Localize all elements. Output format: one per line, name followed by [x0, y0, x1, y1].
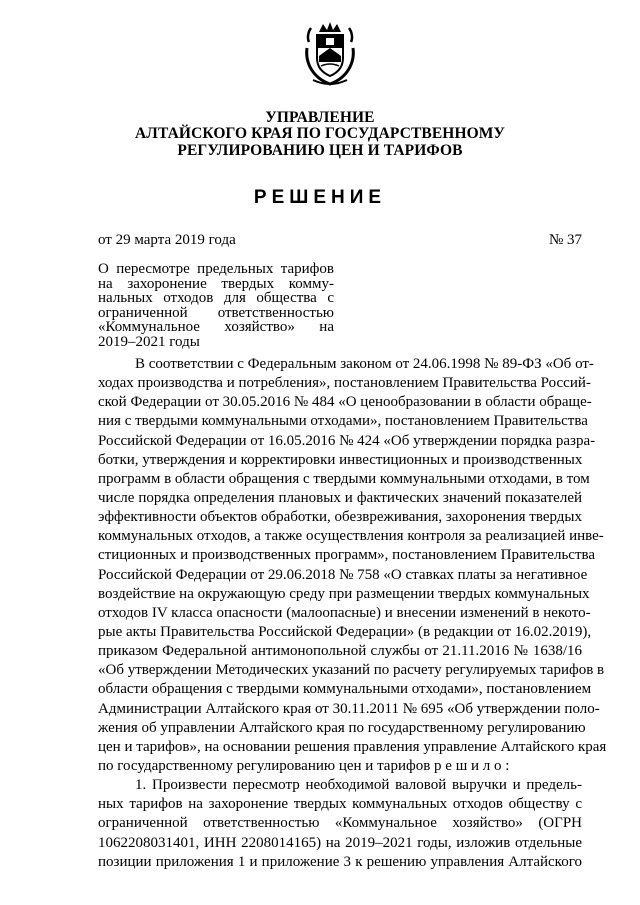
body-line: числе порядка определения плановых и фактических значений показателей	[98, 489, 582, 506]
body-line: позиции приложения 1 и приложение 3 к решению управления Алтайского	[98, 853, 582, 870]
subject-line: ограниченной ответственностью	[98, 304, 334, 321]
body-line: ния с твердыми коммунальными отходами», постановлением Правительства	[98, 413, 588, 430]
body-line: ской Федерации от 30.05.2016 № 484 «О ценообразовании в области обраще-	[98, 394, 592, 411]
body-line: ных тарифов на захоронение твердых коммунальных отходов обществу с	[98, 796, 582, 813]
org-name-line-3: РЕГУЛИРОВАНИЮ ЦЕН И ТАРИФОВ	[177, 142, 463, 159]
subject-line: нальных отходов для общества с	[98, 290, 334, 307]
coat-of-arms-icon	[299, 18, 361, 88]
body-line: ходах производства и потребления», постановлением Правительства Россий-	[98, 375, 591, 392]
subject-line: на захоронение твердых комму-	[98, 275, 334, 292]
document-number: № 37	[548, 232, 582, 248]
body-line: области обращения с твердыми коммунальными отходами», постановлением	[98, 681, 592, 698]
document-body	[98, 355, 607, 872]
body-line: 1062208031401, ИНН 2208014165) на 2019–2021 годы, изложив отдельные	[98, 834, 582, 851]
document-date: от 29 марта 2019 года	[98, 232, 236, 248]
document-subject	[98, 262, 334, 350]
org-name-line-1: УПРАВЛЕНИЕ	[265, 109, 375, 126]
body-line: программ в области обращения с твердыми коммунальными отходами, в том	[98, 470, 590, 487]
body-line: «Об утверждении Методических указаний по расчету регулируемых тарифов в	[98, 662, 605, 679]
document-title: РЕШЕНИЕ	[253, 187, 387, 208]
body-line: 1. Произвести пересмотр необходимой валовой выручки и предель-	[135, 777, 582, 794]
org-name-line-2: АЛТАЙСКОГО КРАЯ ПО ГОСУДАРСТВЕННОМУ	[135, 125, 505, 142]
subject-line: 2019–2021 годы	[98, 333, 200, 350]
body-line: по государственному регулированию цен и тарифов р е ш и л о :	[98, 757, 510, 774]
body-line: ботки, утверждения и корректировки инвестиционных и производственных	[98, 451, 583, 468]
body-line: Российской Федерации от 29.06.2018 № 758 «О ставках платы за негативное	[98, 566, 588, 583]
body-line: рые акты Правительства Российской Федерации» (в редакции от 16.02.2019),	[98, 623, 592, 640]
body-line: стиционных и производственных программ», постановлением Правительства	[98, 547, 596, 564]
body-line: В соответствии с Федеральным законом от 24.06.1998 № 89-ФЗ «Об от-	[135, 356, 594, 372]
body-line: приказом Федеральной антимонопольной службы от 21.11.2016 № 1638/16	[98, 643, 582, 660]
body-line: воздействие на окружающую среду при размещении твердых коммунальных	[98, 585, 590, 602]
body-line: ограниченной ответственностью «Коммунальное хозяйство» (ОГРН	[98, 815, 582, 832]
body-line: жения об управлении Алтайского края по государственному регулированию	[98, 719, 586, 736]
body-line: отходов IV класса опасности (малоопасные) и внесении изменений в некото-	[98, 604, 591, 621]
subject-line: О пересмотре предельных тарифов	[98, 261, 334, 277]
body-line: цен и тарифов», на основании решения правления управление Алтайского края	[98, 738, 607, 755]
body-line: Российской Федерации от 16.05.2016 № 424 «Об утверждении порядка разра-	[98, 432, 596, 449]
body-line: коммунальных отходов, а также осуществления контроля за реализацией инве-	[98, 528, 604, 545]
body-line: Администрации Алтайского края от 30.11.2011 № 695 «Об утверждении поло-	[98, 700, 600, 717]
body-line: эффективности объектов обработки, обезвреживания, захоронения твердых	[98, 509, 582, 526]
subject-line: «Коммунальное хозяйство» на	[98, 319, 334, 336]
